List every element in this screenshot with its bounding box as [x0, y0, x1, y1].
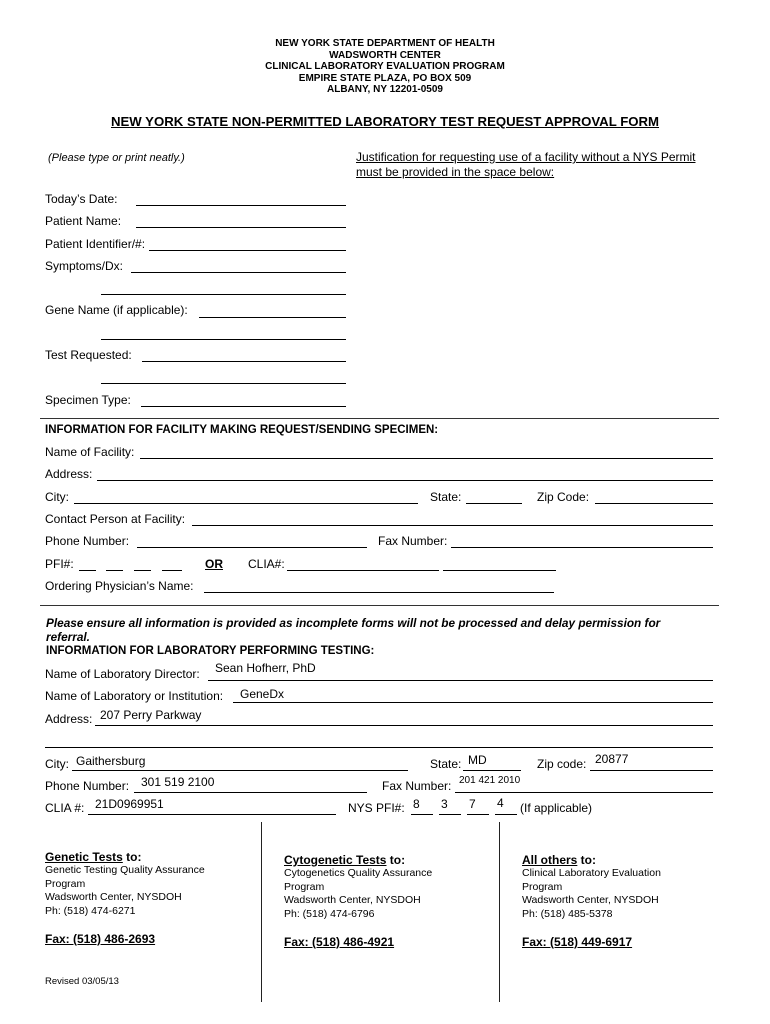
- facility-name-field[interactable]: [140, 458, 713, 459]
- lab-pfi-digit-4-field[interactable]: [495, 814, 517, 815]
- lab-pfi-digit-4: 4: [497, 796, 504, 810]
- symptoms-field[interactable]: [131, 272, 346, 273]
- patient-name-label: Patient Name:: [45, 214, 122, 228]
- lab-heading: INFORMATION FOR LABORATORY PERFORMING TESTING:: [46, 645, 375, 657]
- cyto-fax: Fax: (518) 486-4921: [284, 935, 395, 949]
- lab-address-label: Address:: [45, 712, 93, 726]
- facility-city-label: City:: [45, 490, 69, 504]
- lab-pfi-digit-2: 3: [441, 797, 448, 811]
- lab-director-field[interactable]: [208, 680, 713, 681]
- lab-phone-label: Phone Number:: [45, 779, 130, 793]
- lab-institution-field[interactable]: [233, 702, 713, 703]
- genetic-line-1: Genetic Testing Quality Assurance: [45, 864, 205, 876]
- facility-phone-field[interactable]: [137, 547, 367, 548]
- lab-zip-field[interactable]: [590, 770, 713, 771]
- lab-pfi-digit-2-field[interactable]: [439, 814, 461, 815]
- facility-clia-label: CLIA#:: [248, 557, 285, 571]
- others-heading: [522, 853, 596, 867]
- facility-clia-field-2[interactable]: [443, 570, 556, 571]
- patient-name-field[interactable]: [136, 227, 346, 228]
- section-divider-2: [40, 605, 719, 606]
- others-line-1: Clinical Laboratory Evaluation: [522, 867, 661, 879]
- lab-zip-label: Zip code:: [537, 757, 587, 771]
- contact-person-field[interactable]: [192, 525, 713, 526]
- genetic-line-3: Wadsworth Center, NYSDOH: [45, 891, 182, 903]
- facility-zip-label: Zip Code:: [537, 490, 590, 504]
- warning-line-1: Please ensure all information is provided as incomplete forms will not be processed and delay permission for: [46, 616, 661, 630]
- warning-line-2: referral.: [46, 630, 90, 644]
- facility-phone-label: Phone Number:: [45, 534, 130, 548]
- lab-city-value: Gaithersburg: [76, 754, 146, 768]
- facility-heading: INFORMATION FOR FACILITY MAKING REQUEST/SENDING SPECIMEN:: [45, 424, 439, 436]
- form-title: NEW YORK STATE NON-PERMITTED LABORATORY TEST REQUEST APPROVAL FORM: [110, 114, 660, 129]
- facility-address-label: Address:: [45, 467, 93, 481]
- test-requested-field-2[interactable]: [101, 383, 346, 384]
- lab-clia-value: 21D0969951: [95, 797, 164, 811]
- lab-address-field[interactable]: [95, 725, 713, 726]
- section-divider-1: [40, 418, 719, 419]
- facility-pfi-label: PFI#:: [45, 557, 74, 571]
- others-fax: Fax: (518) 449-6917: [522, 935, 633, 949]
- gene-name-field[interactable]: [199, 317, 346, 318]
- patient-identifier-label: Patient Identifier/#:: [45, 237, 146, 251]
- lab-pfi-digit-3: 7: [469, 797, 476, 811]
- lab-address-value: 207 Perry Parkway: [100, 708, 202, 722]
- facility-pfi-digit-4[interactable]: [162, 570, 182, 571]
- specimen-type-label: Specimen Type:: [45, 393, 131, 407]
- others-line-2: Program: [522, 880, 563, 893]
- symptoms-label: Symptoms/Dx:: [45, 259, 124, 273]
- lab-institution-value: GeneDx: [240, 687, 285, 701]
- lab-zip-value: 20877: [595, 752, 629, 766]
- test-requested-field[interactable]: [142, 361, 346, 362]
- genetic-line-4: Ph: (518) 474-6271: [45, 904, 136, 917]
- cyto-heading-suffix: to:: [386, 853, 406, 867]
- lab-pfi-note: (If applicable): [520, 801, 593, 815]
- lab-fax-label: Fax Number:: [382, 779, 452, 793]
- facility-state-field[interactable]: [466, 503, 522, 504]
- justification-line-1: Justification for requesting use of a facility without a NYS Permit: [356, 150, 696, 164]
- lab-state-value: MD: [468, 753, 487, 767]
- others-line-3: Wadsworth Center, NYSDOH: [522, 894, 659, 906]
- lab-state-field[interactable]: [463, 770, 521, 771]
- facility-fax-label: Fax Number:: [378, 534, 448, 548]
- others-heading-suffix: to:: [577, 853, 596, 867]
- test-requested-label: Test Requested:: [45, 348, 132, 362]
- others-line-4: Ph: (518) 485-5378: [522, 907, 613, 920]
- lab-director-value: Sean Hofherr, PhD: [215, 661, 316, 675]
- instructions: (Please type or print neatly.): [48, 152, 185, 164]
- lab-pfi-digit-1-field[interactable]: [411, 814, 433, 815]
- facility-address-field[interactable]: [97, 480, 713, 481]
- cyto-heading: [284, 853, 405, 867]
- lab-director-label: Name of Laboratory Director:: [45, 667, 200, 681]
- genetic-line-2: Program: [45, 877, 86, 890]
- genetic-heading-suffix: to:: [122, 850, 142, 864]
- facility-state-label: State:: [430, 490, 462, 504]
- or-label: OR: [205, 557, 223, 571]
- symptoms-field-2[interactable]: [101, 294, 346, 295]
- lab-address-field-2[interactable]: [45, 747, 713, 748]
- lab-state-label: State:: [430, 757, 462, 771]
- cyto-line-4: Ph: (518) 474-6796: [284, 907, 375, 920]
- header-line-1: NEW YORK STATE DEPARTMENT OF HEALTH: [275, 38, 495, 49]
- footer-divider-1: [261, 822, 262, 1002]
- revised-date: Revised 03/05/13: [45, 976, 119, 987]
- todays-date-label: Today’s Date:: [45, 192, 118, 206]
- others-heading-title: All others: [522, 853, 578, 867]
- facility-fax-field[interactable]: [451, 547, 713, 548]
- facility-zip-field[interactable]: [595, 503, 713, 504]
- facility-pfi-digit-3[interactable]: [134, 570, 151, 571]
- header-line-5: ALBANY, NY 12201-0509: [327, 84, 443, 95]
- lab-phone-value: 301 519 2100: [141, 775, 215, 789]
- lab-institution-label: Name of Laboratory or Institution:: [45, 689, 224, 703]
- lab-pfi-digit-1: 8: [413, 797, 420, 811]
- lab-clia-field[interactable]: [88, 814, 336, 815]
- cyto-line-2: Program: [284, 880, 325, 893]
- physician-field[interactable]: [204, 592, 554, 593]
- cyto-line-1: Cytogenetics Quality Assurance: [284, 867, 433, 879]
- facility-city-field[interactable]: [74, 503, 418, 504]
- cyto-line-3: Wadsworth Center, NYSDOH: [284, 894, 421, 906]
- physician-label: Ordering Physician’s Name:: [45, 579, 194, 593]
- genetic-heading: [45, 850, 141, 864]
- lab-phone-field[interactable]: [134, 792, 367, 793]
- facility-name-label: Name of Facility:: [45, 445, 135, 459]
- footer-divider-2: [499, 822, 500, 1002]
- lab-city-label: City:: [45, 757, 69, 771]
- patient-identifier-field[interactable]: [149, 250, 346, 251]
- facility-pfi-digit-1[interactable]: [79, 570, 96, 571]
- header-line-4: EMPIRE STATE PLAZA, PO BOX 509: [298, 72, 472, 84]
- todays-date-field[interactable]: [136, 205, 346, 206]
- cyto-heading-title: Cytogenetic Tests: [284, 853, 387, 867]
- contact-person-label: Contact Person at Facility:: [45, 512, 186, 526]
- facility-clia-field[interactable]: [287, 570, 439, 571]
- genetic-fax: Fax: (518) 486-2693: [45, 932, 156, 946]
- lab-pfi-label: NYS PFI#:: [348, 801, 405, 815]
- header-line-2: WADSWORTH CENTER: [329, 49, 441, 61]
- lab-pfi-digit-3-field[interactable]: [467, 814, 489, 815]
- lab-city-field[interactable]: [72, 770, 408, 771]
- facility-pfi-digit-2[interactable]: [106, 570, 123, 571]
- gene-name-label: Gene Name (if applicable):: [45, 303, 188, 317]
- genetic-heading-title: Genetic Tests: [45, 850, 123, 864]
- gene-name-field-2[interactable]: [101, 339, 346, 340]
- justification-line-2: must be provided in the space below:: [356, 165, 555, 179]
- header-line-3: CLINICAL LABORATORY EVALUATION PROGRAM: [265, 61, 505, 72]
- lab-clia-label: CLIA #:: [45, 801, 85, 815]
- lab-fax-value: 201 421 2010: [459, 775, 521, 786]
- lab-fax-field[interactable]: [455, 792, 713, 793]
- specimen-type-field[interactable]: [141, 406, 346, 407]
